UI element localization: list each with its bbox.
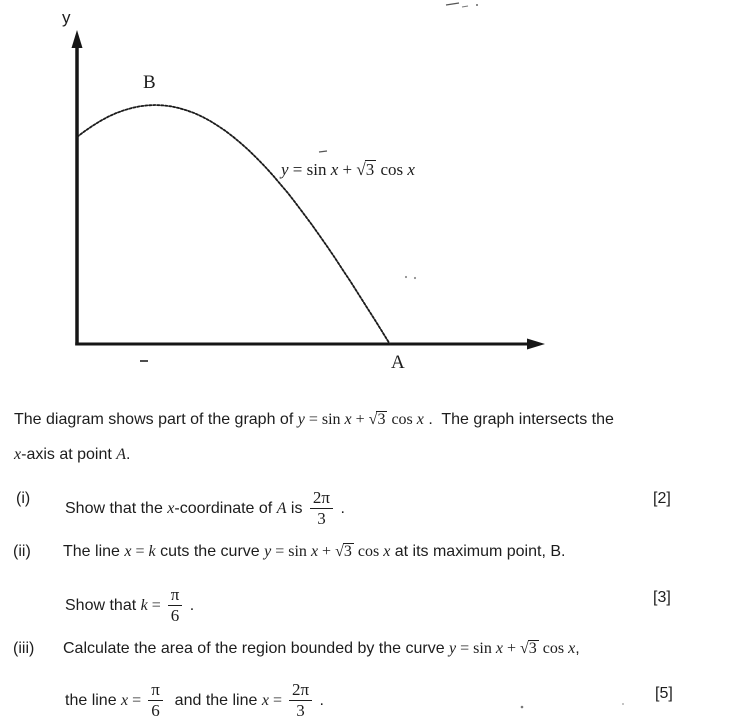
point-a-label: A (391, 352, 405, 373)
curve-sinx-sqrt3cosx (77, 105, 390, 344)
point-b-label: B (143, 72, 156, 93)
question-ii-text-line-2: Show that k = $\frac{\pi}{6}$ . (65, 585, 195, 626)
y-axis-label: y (62, 8, 71, 27)
question-ii-label: (ii) (13, 543, 31, 560)
question-iii-text-line-1: Calculate the area of the region bounded by the curve y = sin x + √3 cos x, (63, 640, 580, 657)
x-axis-arrowhead-icon (527, 339, 545, 350)
intro-paragraph-line-1: The diagram shows part of the graph of y = sin x + √3 cos x . The graph intersects the (14, 411, 614, 428)
question-iii-marks: [5] (655, 685, 673, 702)
question-i-text: Show that the x-coordinate of A is $\frac{2\pi}{3}$ . (65, 488, 345, 529)
curve-equation-label: y = sin x + √3 cos x (281, 160, 415, 179)
scan-artifacts (140, 3, 624, 708)
question-ii-text-line-1: The line x = k cuts the curve y = sin x + √3 cos x at its maximum point, B. (63, 543, 566, 560)
y-axis-arrowhead-icon (72, 30, 83, 48)
question-i-label: (i) (16, 490, 31, 507)
question-iii-label: (iii) (13, 640, 35, 657)
question-ii-marks: [3] (653, 589, 671, 606)
intro-paragraph-line-2: x-axis at point A. (14, 446, 131, 463)
question-iii-text-line-2: the line x = $\frac{\pi}{6}$ and the line x = $\frac{2\pi}{3}$ . (65, 680, 324, 721)
question-i-marks: [2] (653, 490, 671, 507)
